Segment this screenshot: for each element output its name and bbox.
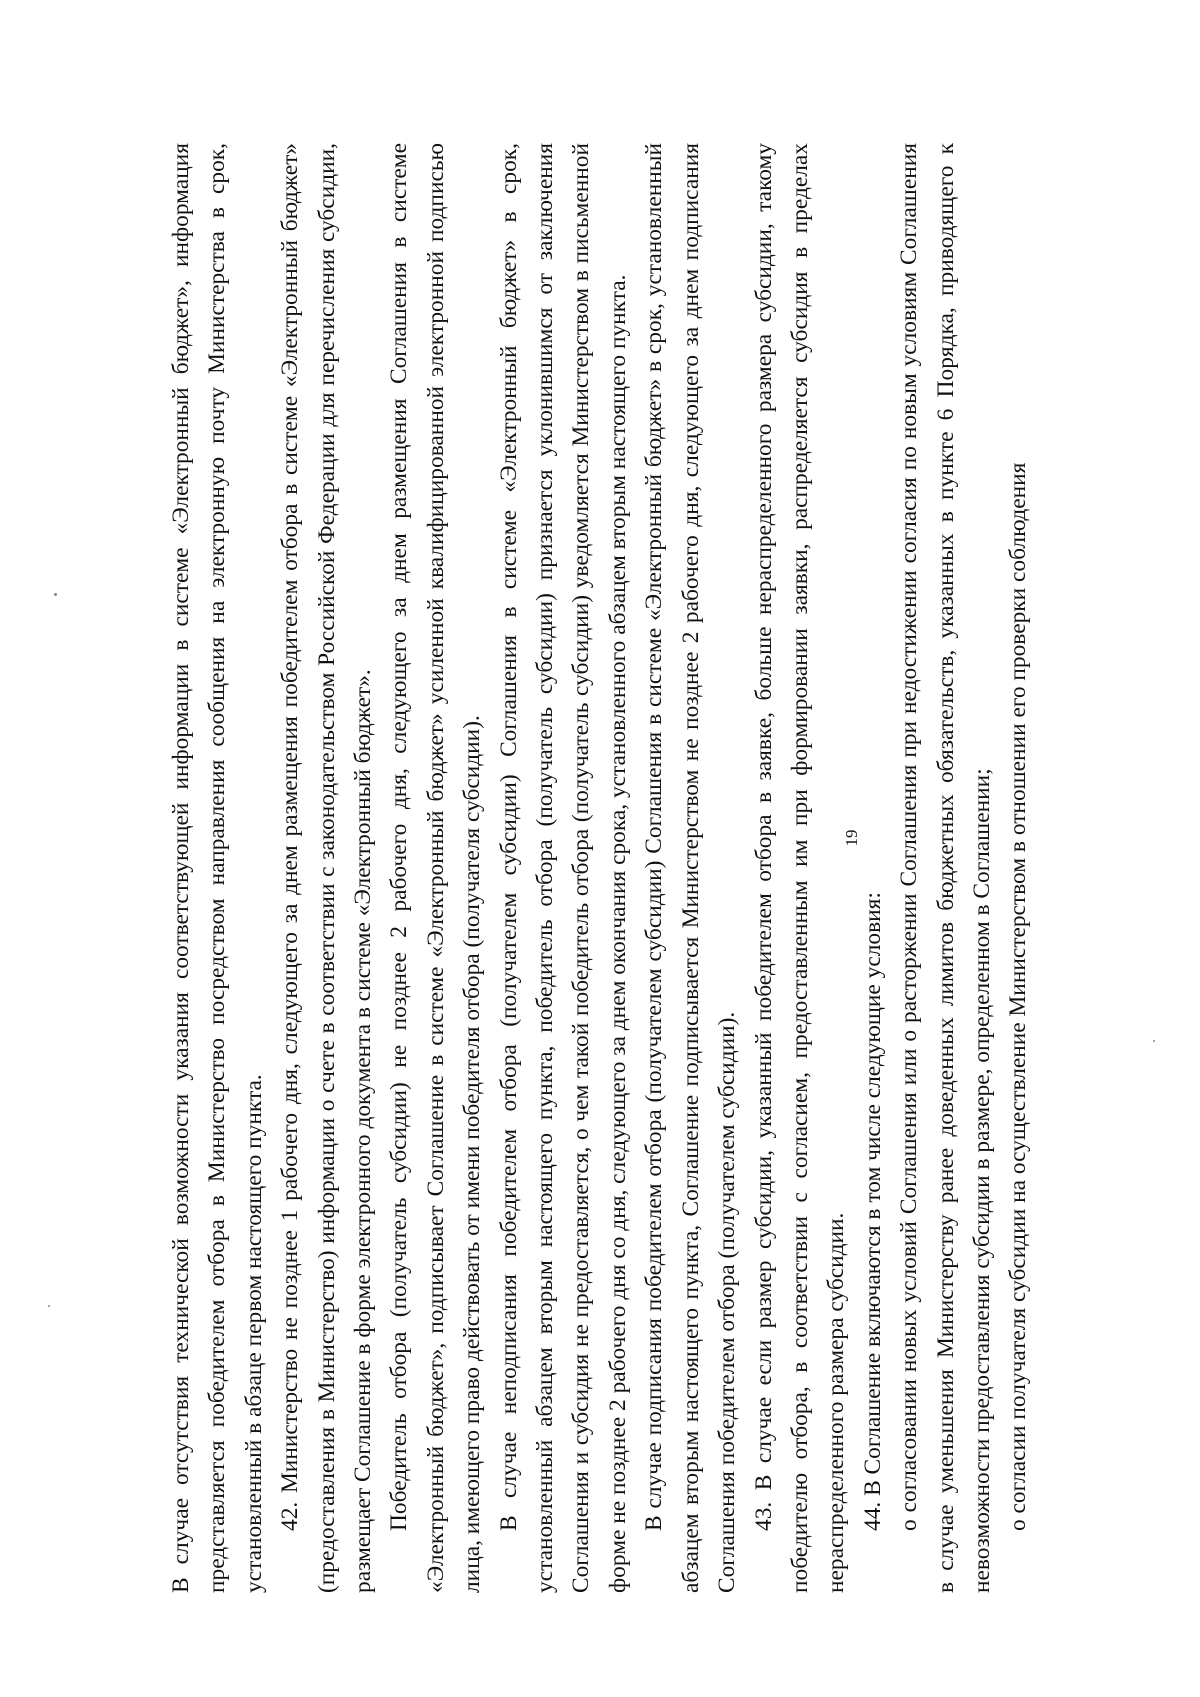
paragraph-43-subsidy-size: 43. В случае если размер субсидии, указанный победителем отбора в заявке, больше нераспределенного размера субсидии, такому победителю отбора, в соответствии с согласием, предоставленным им при формировании заявки, распределяется субсидия в пределах нераспределенного размера субсидии.	[750, 143, 850, 1593]
scan-speck	[54, 593, 57, 596]
paragraph-recipient-consent: о согласии получателя субсидии на осуществление Министерством в отношении его проверки соблюдения	[1005, 462, 1032, 1531]
paragraph-44-agreement-conditions: 44. В Соглашение включаются в том числе следующие условия:	[859, 892, 886, 1531]
paragraph-new-conditions-agreement: о согласовании новых условий Соглашения или о расторжении Соглашения при недостижении согласия по новым условиям Соглашения в случае уменьшения Министерству ранее доведенных лимитов бюджетных обязательств, указанных в пункте 6 Порядка, приводящего к невозможности предоставления субсидии в размере, определенном в Соглашении;	[896, 143, 995, 1593]
paragraph-signing-by-ministry: В случае подписания победителем отбора (получателем субсидии) Соглашения в системе «Электронный бюджет» в срок, установленный абзацем вторым настоящего пункта, Соглашение подписывается Министерством не позднее 2 рабочего дня, следующего за днем подписания Соглашения победителем отбора (получателем субсидии).	[641, 143, 741, 1593]
scan-speck	[1153, 1040, 1155, 1042]
paragraph-winner-signs-agreement: Победитель отбора (получатель субсидии) не позднее 2 рабочего дня, следующего за днем размещения Соглашения в системе «Электронный бюджет», подписывает Соглашение в системе «Электронный бюджет» усиленной квалифицированной электронной подписью лица, имеющего право действовать от имени победителя отбора (получателя субсидии).	[386, 143, 486, 1593]
paragraph-42-ministry-posts-agreement: 42. Министерство не позднее 1 рабочего дня, следующего за днем размещения победителем отбора в системе «Электронный бюджет» (предоставления в Министерство) информации о счете в соответствии с законодательством Российской Федерации для перечисления субсидии, размещает Соглашение в форме электронного документа в системе «Электронный бюджет».	[277, 143, 377, 1593]
document-body	[163, 143, 1193, 1593]
paragraph-non-signing-evasion: В случае неподписания победителем отбора (получателем субсидии) Соглашения в системе «Электронный бюджет» в срок, установленный абзацем вторым настоящего пункта, победитель отбора (получатель субсидии) признается уклонившимся от заключения Соглашения и субсидия не предоставляется, о чем такой победитель отбора (получатель субсидии) уведомляется Министерством в письменной форме не позднее 2 рабочего дня со дня, следующего за днем окончания срока, установленного абзацем вторым настоящего пункта.	[495, 143, 631, 1593]
page-number: 19	[842, 829, 861, 847]
paragraph-electronic-budget-fallback: В случае отсутствия технической возможности указания соответствующей информации в системе «Электронный бюджет», информация представляется победителем отбора в Министерство посредством направления сообщения на электронную почту Министерства в срок, установленный в абзаце первом настоящего пункта.	[168, 143, 267, 1593]
scan-speck	[48, 1305, 50, 1307]
